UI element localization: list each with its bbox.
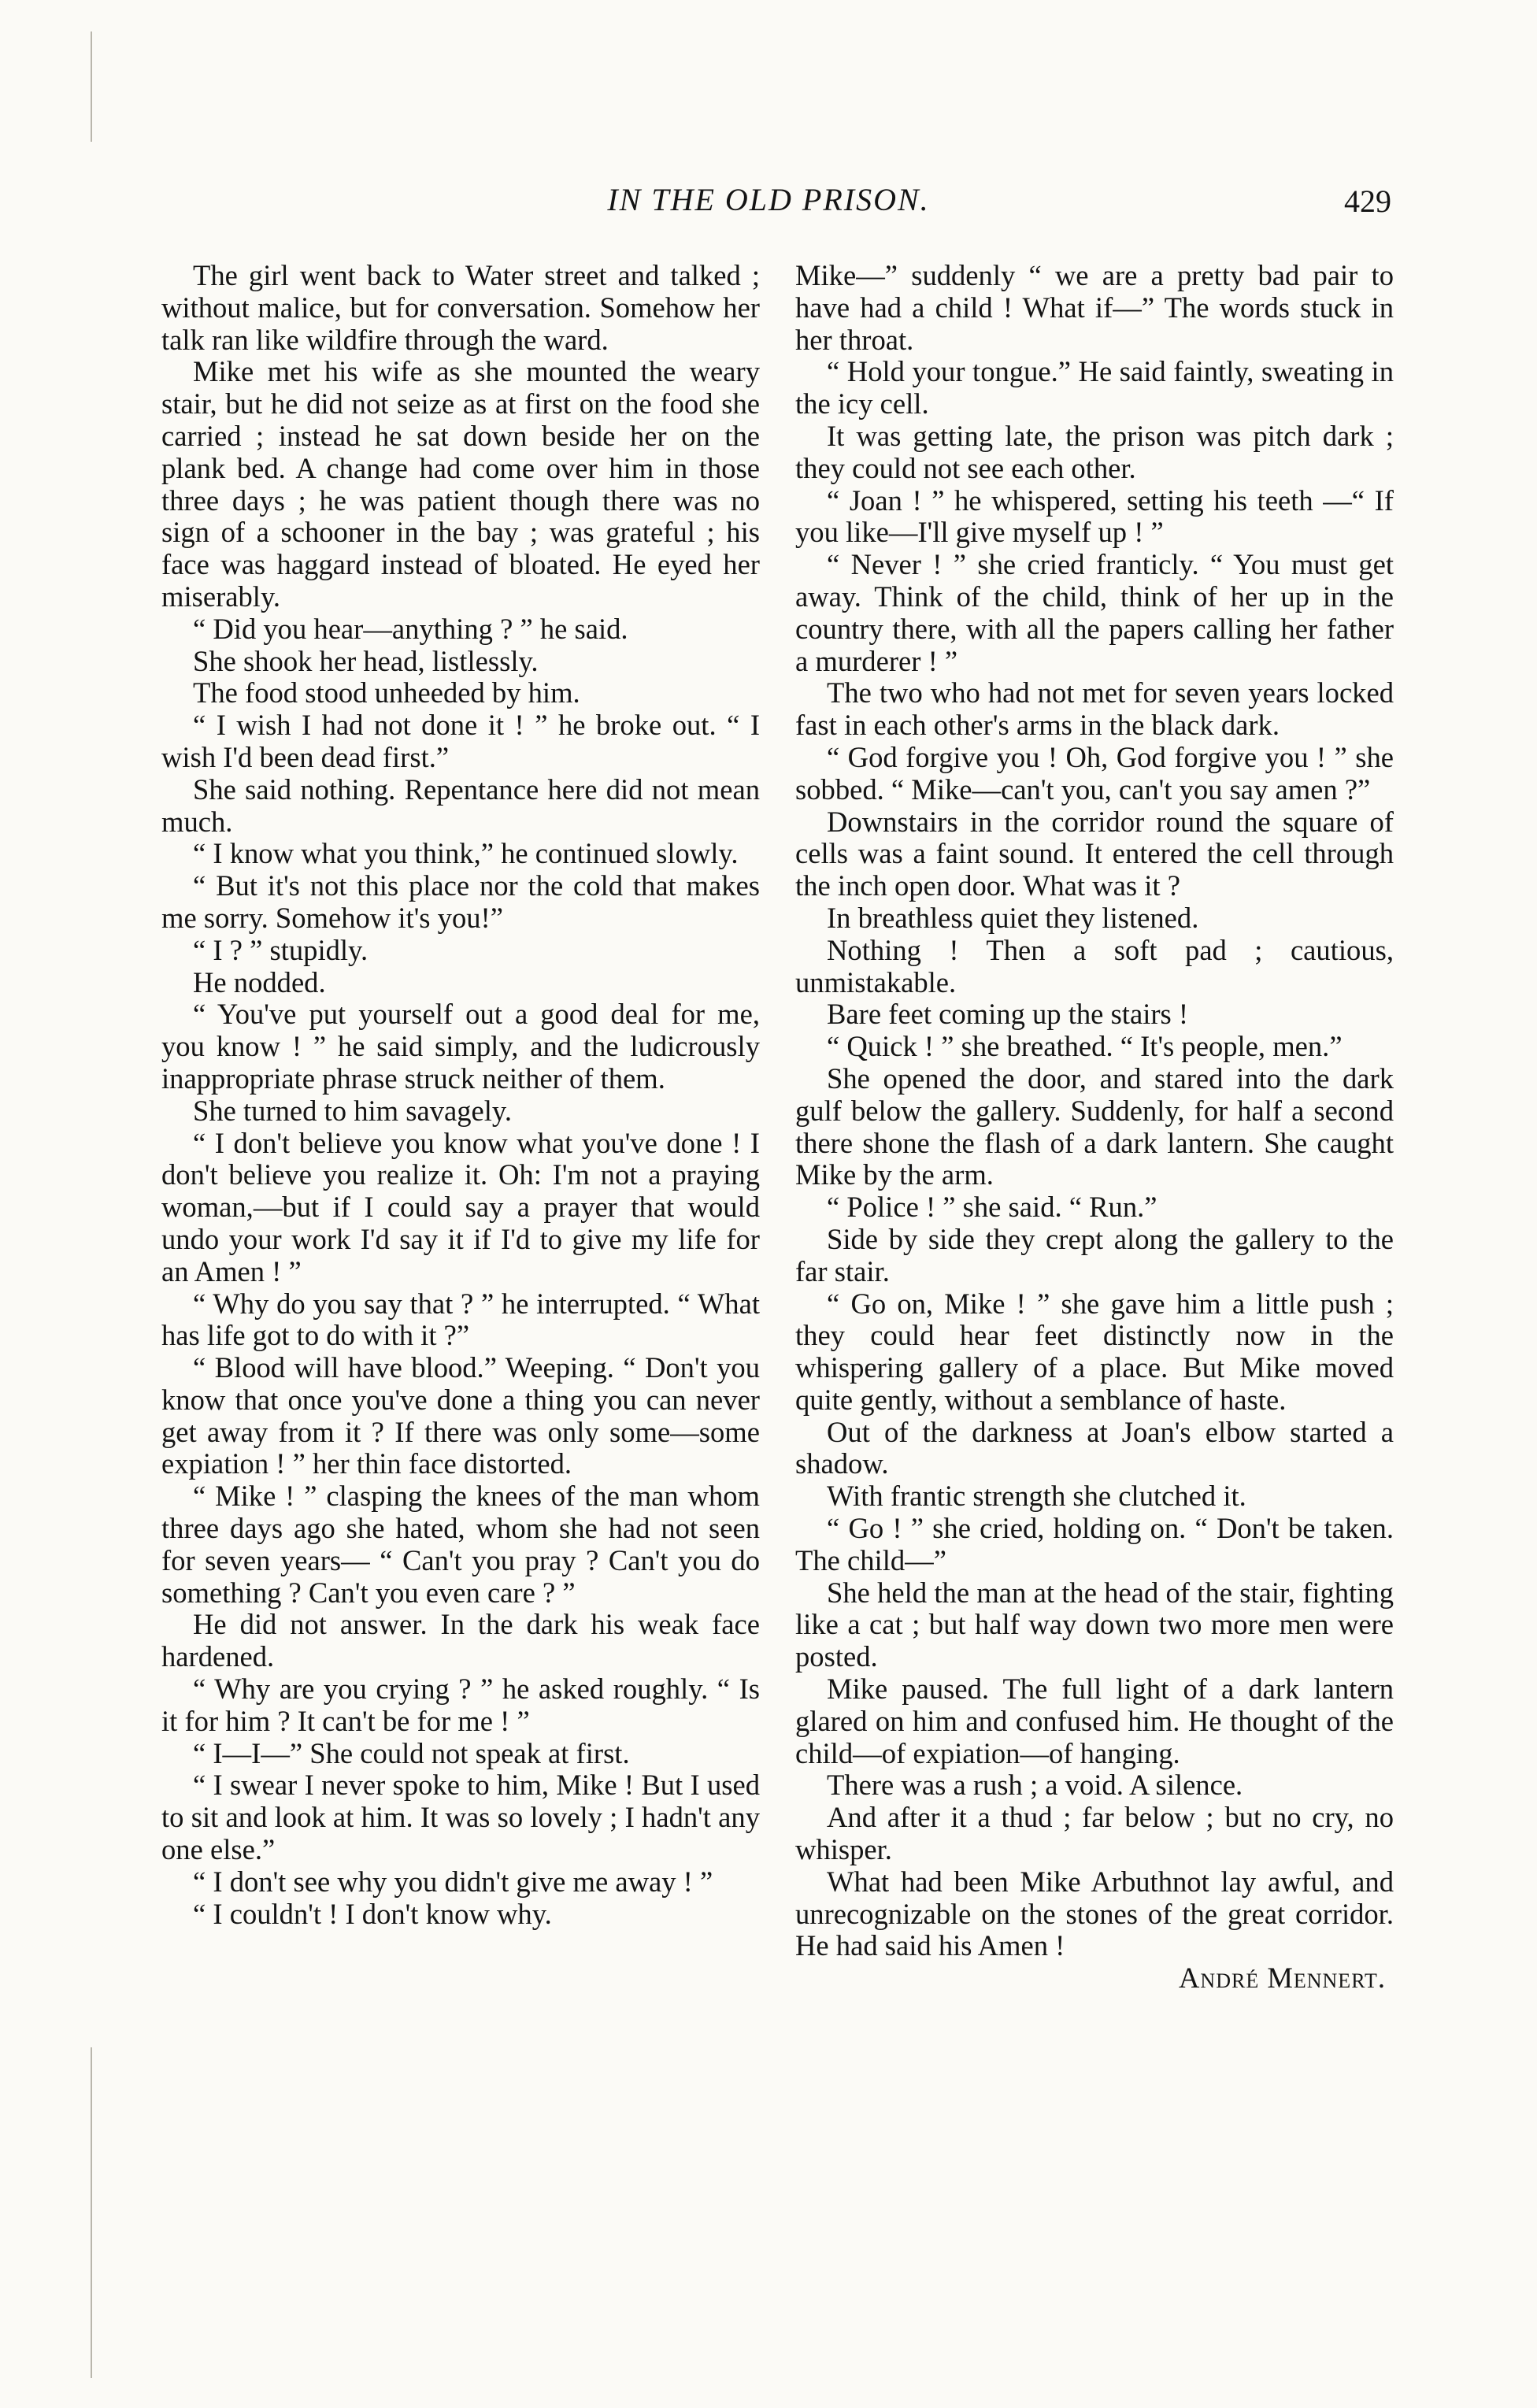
paragraph: “ I couldn't ! I don't know why. xyxy=(193,1897,552,1930)
author-signature: André Mennert. xyxy=(1179,1962,1386,1995)
paragraph: There was a rush ; a void. A silence. xyxy=(827,1769,1243,1802)
paragraph: “ I wish I had not done it ! ” he broke out. “ I wish I'd been dead first.” xyxy=(161,709,760,773)
paragraph: “ Police ! ” she said. “ Run.” xyxy=(827,1191,1157,1224)
paragraph: “ Hold your tongue.” He said faintly, sweating in the icy cell. xyxy=(795,355,1394,420)
paragraph: The food stood unheeded by him. xyxy=(193,676,580,709)
paragraph: It was getting late, the prison was pitch dark ; they could not see each other. xyxy=(795,419,1394,484)
paragraph: “ Go on, Mike ! ” she gave him a little push ; they could hear feet distinctly now in the whispering gallery of a place. But Mike moved quite gently, without a semblance of haste. xyxy=(795,1287,1394,1416)
paragraph: “ Go ! ” she cried, holding on. “ Don't be taken. The child—” xyxy=(795,1512,1394,1576)
paragraph: “ Why do you say that ? ” he interrupted. “ What has life got to do with it ?” xyxy=(161,1287,760,1352)
paragraph: Bare feet coming up the stairs ! xyxy=(827,998,1189,1031)
paragraph: Mike paused. The full light of a dark lantern glared on him and confused him. He thought of the child—of expiation—of hanging. xyxy=(795,1673,1394,1769)
paragraph: She opened the door, and stared into the dark gulf below the gallery. Suddenly, for half a second there shone the flash of a dark lantern. She caught Mike by the arm. xyxy=(795,1061,1394,1191)
paragraph: “ I—I—” She could not speak at first. xyxy=(193,1736,630,1769)
paragraph: She shook her head, listlessly. xyxy=(193,644,539,677)
paragraph: With frantic strength she clutched it. xyxy=(827,1480,1246,1513)
paragraph: She held the man at the head of the stair, fighting like a cat ; but half way down two more men were posted. xyxy=(795,1576,1394,1673)
paragraph: Side by side they crept along the gallery to the far stair. xyxy=(795,1222,1394,1287)
paragraph: “ Did you hear—anything ? ” he said. xyxy=(193,612,628,645)
paragraph: She said nothing. Repentance here did not mean much. xyxy=(161,772,760,838)
paragraph: The girl went back to Water street and talked ; without malice, but for conversation. Somehow her talk ran like wildfire through the ward. xyxy=(161,259,760,356)
paragraph: “ Why are you crying ? ” he asked roughly. “ Is it for him ? It can't be for me ! ” xyxy=(161,1673,760,1737)
paragraph: He nodded. xyxy=(193,965,326,998)
paragraph: What had been Mike Arbuthnot lay awful, and unrecognizable on the stones of the great corridor. He had said his Amen ! xyxy=(795,1865,1394,1962)
running-title: IN THE OLD PRISON. xyxy=(607,182,930,217)
paragraph: “ Never ! ” she cried franticly. “ You must get away. Think of the child, think of her up in the country there, with all the papers calling her father a murderer ! ” xyxy=(795,548,1394,677)
left-text-column xyxy=(161,260,760,1930)
page-edge-mark xyxy=(91,31,92,142)
paragraph: She turned to him savagely. xyxy=(193,1094,512,1127)
paragraph: “ God forgive you ! Oh, God forgive you ! ” she sobbed. “ Mike—can't you, can't you say amen ?” xyxy=(795,740,1394,806)
paragraph: “ I ? ” stupidly. xyxy=(193,933,369,966)
paragraph: “ I don't believe you know what you've done ! I don't believe you realize it. Oh: I'm not a praying woman,—but if I could say a prayer that would undo your work I'd say it if I'd to give my life for an Amen ! ” xyxy=(161,1126,760,1287)
paragraph: Nothing ! Then a soft pad ; cautious, unmistakable. xyxy=(795,933,1394,998)
paragraph: He did not answer. In the dark his weak face hardened. xyxy=(161,1608,760,1673)
paragraph: In breathless quiet they listened. xyxy=(827,901,1199,934)
paragraph: The two who had not met for seven years locked fast in each other's arms in the black dark. xyxy=(795,676,1394,742)
paragraph: “ You've put yourself out a good deal for me, you know ! ” he said simply, and the ludicrously inappropriate phrase struck neither of them. xyxy=(161,998,760,1095)
paragraph: “ Quick ! ” she breathed. “ It's people, men.” xyxy=(827,1030,1343,1063)
paragraph: “ Blood will have blood.” Weeping. “ Don't you know that once you've done a thing you can never get away from it ? If there was only some—some expiation ! ” her thin face distorted. xyxy=(161,1351,760,1480)
page-number: 429 xyxy=(1344,183,1391,219)
paragraph: “ Mike ! ” clasping the knees of the man whom three days ago she hated, whom she had not seen for seven years— “ Can't you pray ? Can't you do something ? Can't you even care ? ” xyxy=(161,1480,760,1609)
paragraph: And after it a thud ; far below ; but no cry, no whisper. xyxy=(795,1801,1394,1866)
page-edge-mark xyxy=(91,2047,92,2378)
paragraph: “ But it's not this place nor the cold that makes me sorry. Somehow it's you!” xyxy=(161,869,760,934)
paragraph: Mike met his wife as she mounted the weary stair, but he did not seize as at first on the food she carried ; instead he sat down beside her on the plank bed. A change had come over him in those three days ; he was patient though there was no sign of a schooner in the bay ; was grateful ; his face was haggard instead of bloated. He eyed her miserably. xyxy=(161,355,760,613)
paragraph: Mike—” suddenly “ we are a pretty bad pair to have had a child ! What if—” The words stuck in her throat. xyxy=(795,259,1394,356)
paragraph: “ I swear I never spoke to him, Mike ! But I used to sit and look at him. It was so lovely ; I hadn't any one else.” xyxy=(161,1769,760,1866)
paragraph: Downstairs in the corridor round the square of cells was a faint sound. It entered the cell through the inch open door. What was it ? xyxy=(795,805,1394,902)
page-header xyxy=(0,181,1537,228)
paragraph: “ I know what you think,” he continued slowly. xyxy=(193,837,739,870)
paragraph: “ Joan ! ” he whispered, setting his teeth —“ If you like—I'll give myself up ! ” xyxy=(795,483,1394,549)
paragraph: “ I don't see why you didn't give me away ! ” xyxy=(193,1865,713,1898)
right-text-column xyxy=(795,260,1394,1995)
paragraph: Out of the darkness at Joan's elbow started a shadow. xyxy=(795,1415,1394,1480)
